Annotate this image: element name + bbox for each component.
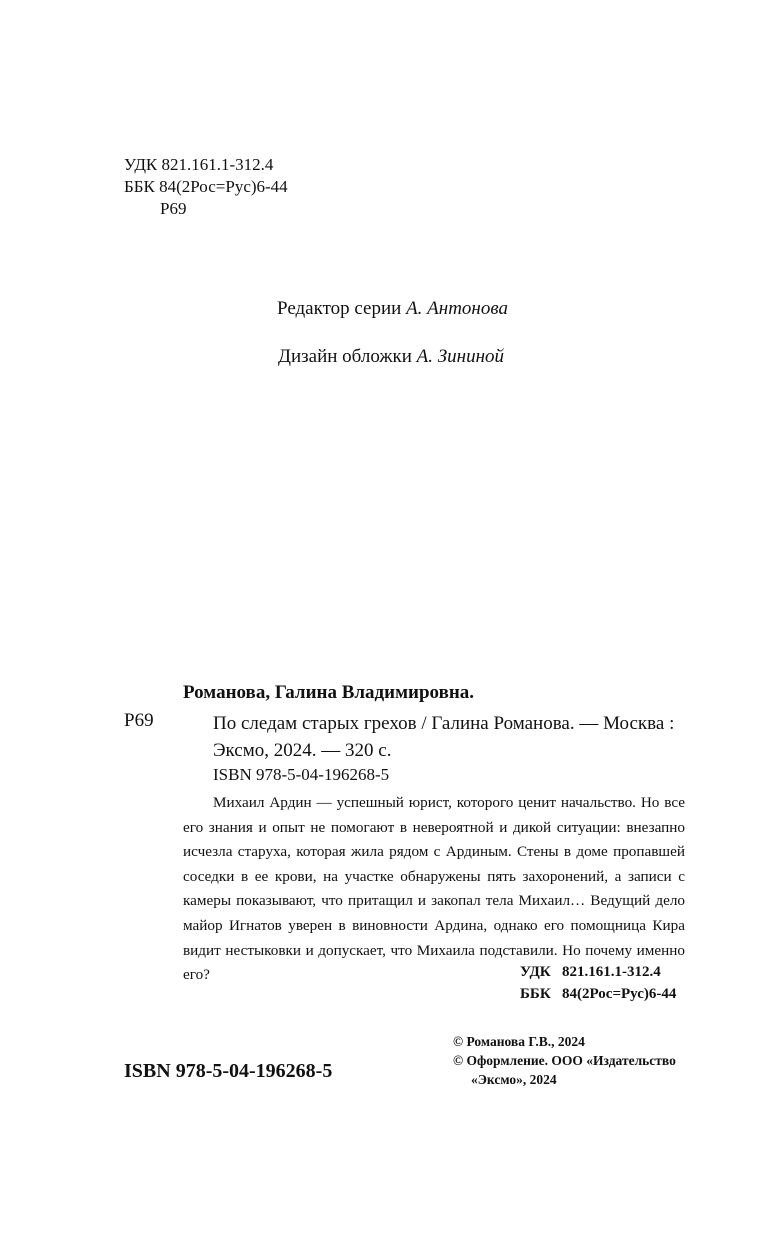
udk-label: УДК	[520, 964, 551, 980]
bbk-code-bottom	[520, 983, 676, 1005]
udk-code: УДК 821.161.1-312.4	[124, 155, 274, 174]
udk-code-bottom	[520, 961, 676, 983]
series-editor-credit	[277, 298, 508, 320]
cover-design-name: А. Зининой	[416, 346, 505, 367]
record-isbn: ISBN 978-5-04-196268-5	[213, 765, 390, 784]
catalog-codes-top	[124, 154, 288, 220]
annotation-text: Михаил Ардин — успешный юрист, которого ценит начальство. Но все его знания и опыт не помогают в невероятной и дикой ситуации: внезапно исчезла старуха, которая жила рядом с Ардиным. Стены в доме пропавшей соседки в ее крови, на участке обнаружены пять захоронений, а записи с камеры показывают, что притащил и закопал тела Михаил… Ведущий дело майор Игнатов уверен в виновности Ардина, однако его помощница Кира видит нестыковки и допускает, что Михаила подставили. Но почему именно его?	[183, 794, 685, 984]
record-mark: Р69	[124, 710, 154, 731]
bbk-label: ББК	[520, 986, 551, 1002]
series-editor-name: А. Антонова	[406, 298, 508, 319]
record-title: По следам старых грехов / Галина Романова. — Москва : Эксмо, 2024. — 320 с.	[213, 713, 675, 761]
bbk-code: ББК 84(2Рос=Рус)6-44	[124, 177, 288, 196]
copyright-publisher-cont: «Эксмо», 2024	[471, 1072, 557, 1087]
book-annotation	[183, 791, 685, 988]
copyright-author: © Романова Г.В., 2024	[453, 1034, 585, 1049]
isbn-main: ISBN 978-5-04-196268-5	[124, 1060, 333, 1082]
catalog-codes-bottom	[520, 961, 676, 1005]
cover-design-credit	[278, 346, 504, 368]
cover-design-label: Дизайн обложки	[278, 346, 417, 367]
bbk-value: 84(2Рос=Рус)6-44	[562, 986, 677, 1002]
record-author: Романова, Галина Владимировна.	[183, 682, 475, 703]
series-editor-label: Редактор серии	[277, 298, 407, 319]
copyright-block	[453, 1032, 676, 1089]
copyright-publisher: © Оформление. ООО «Издательство	[453, 1053, 676, 1068]
author-mark: Р69	[160, 199, 187, 218]
udk-value: 821.161.1-312.4	[562, 964, 661, 980]
